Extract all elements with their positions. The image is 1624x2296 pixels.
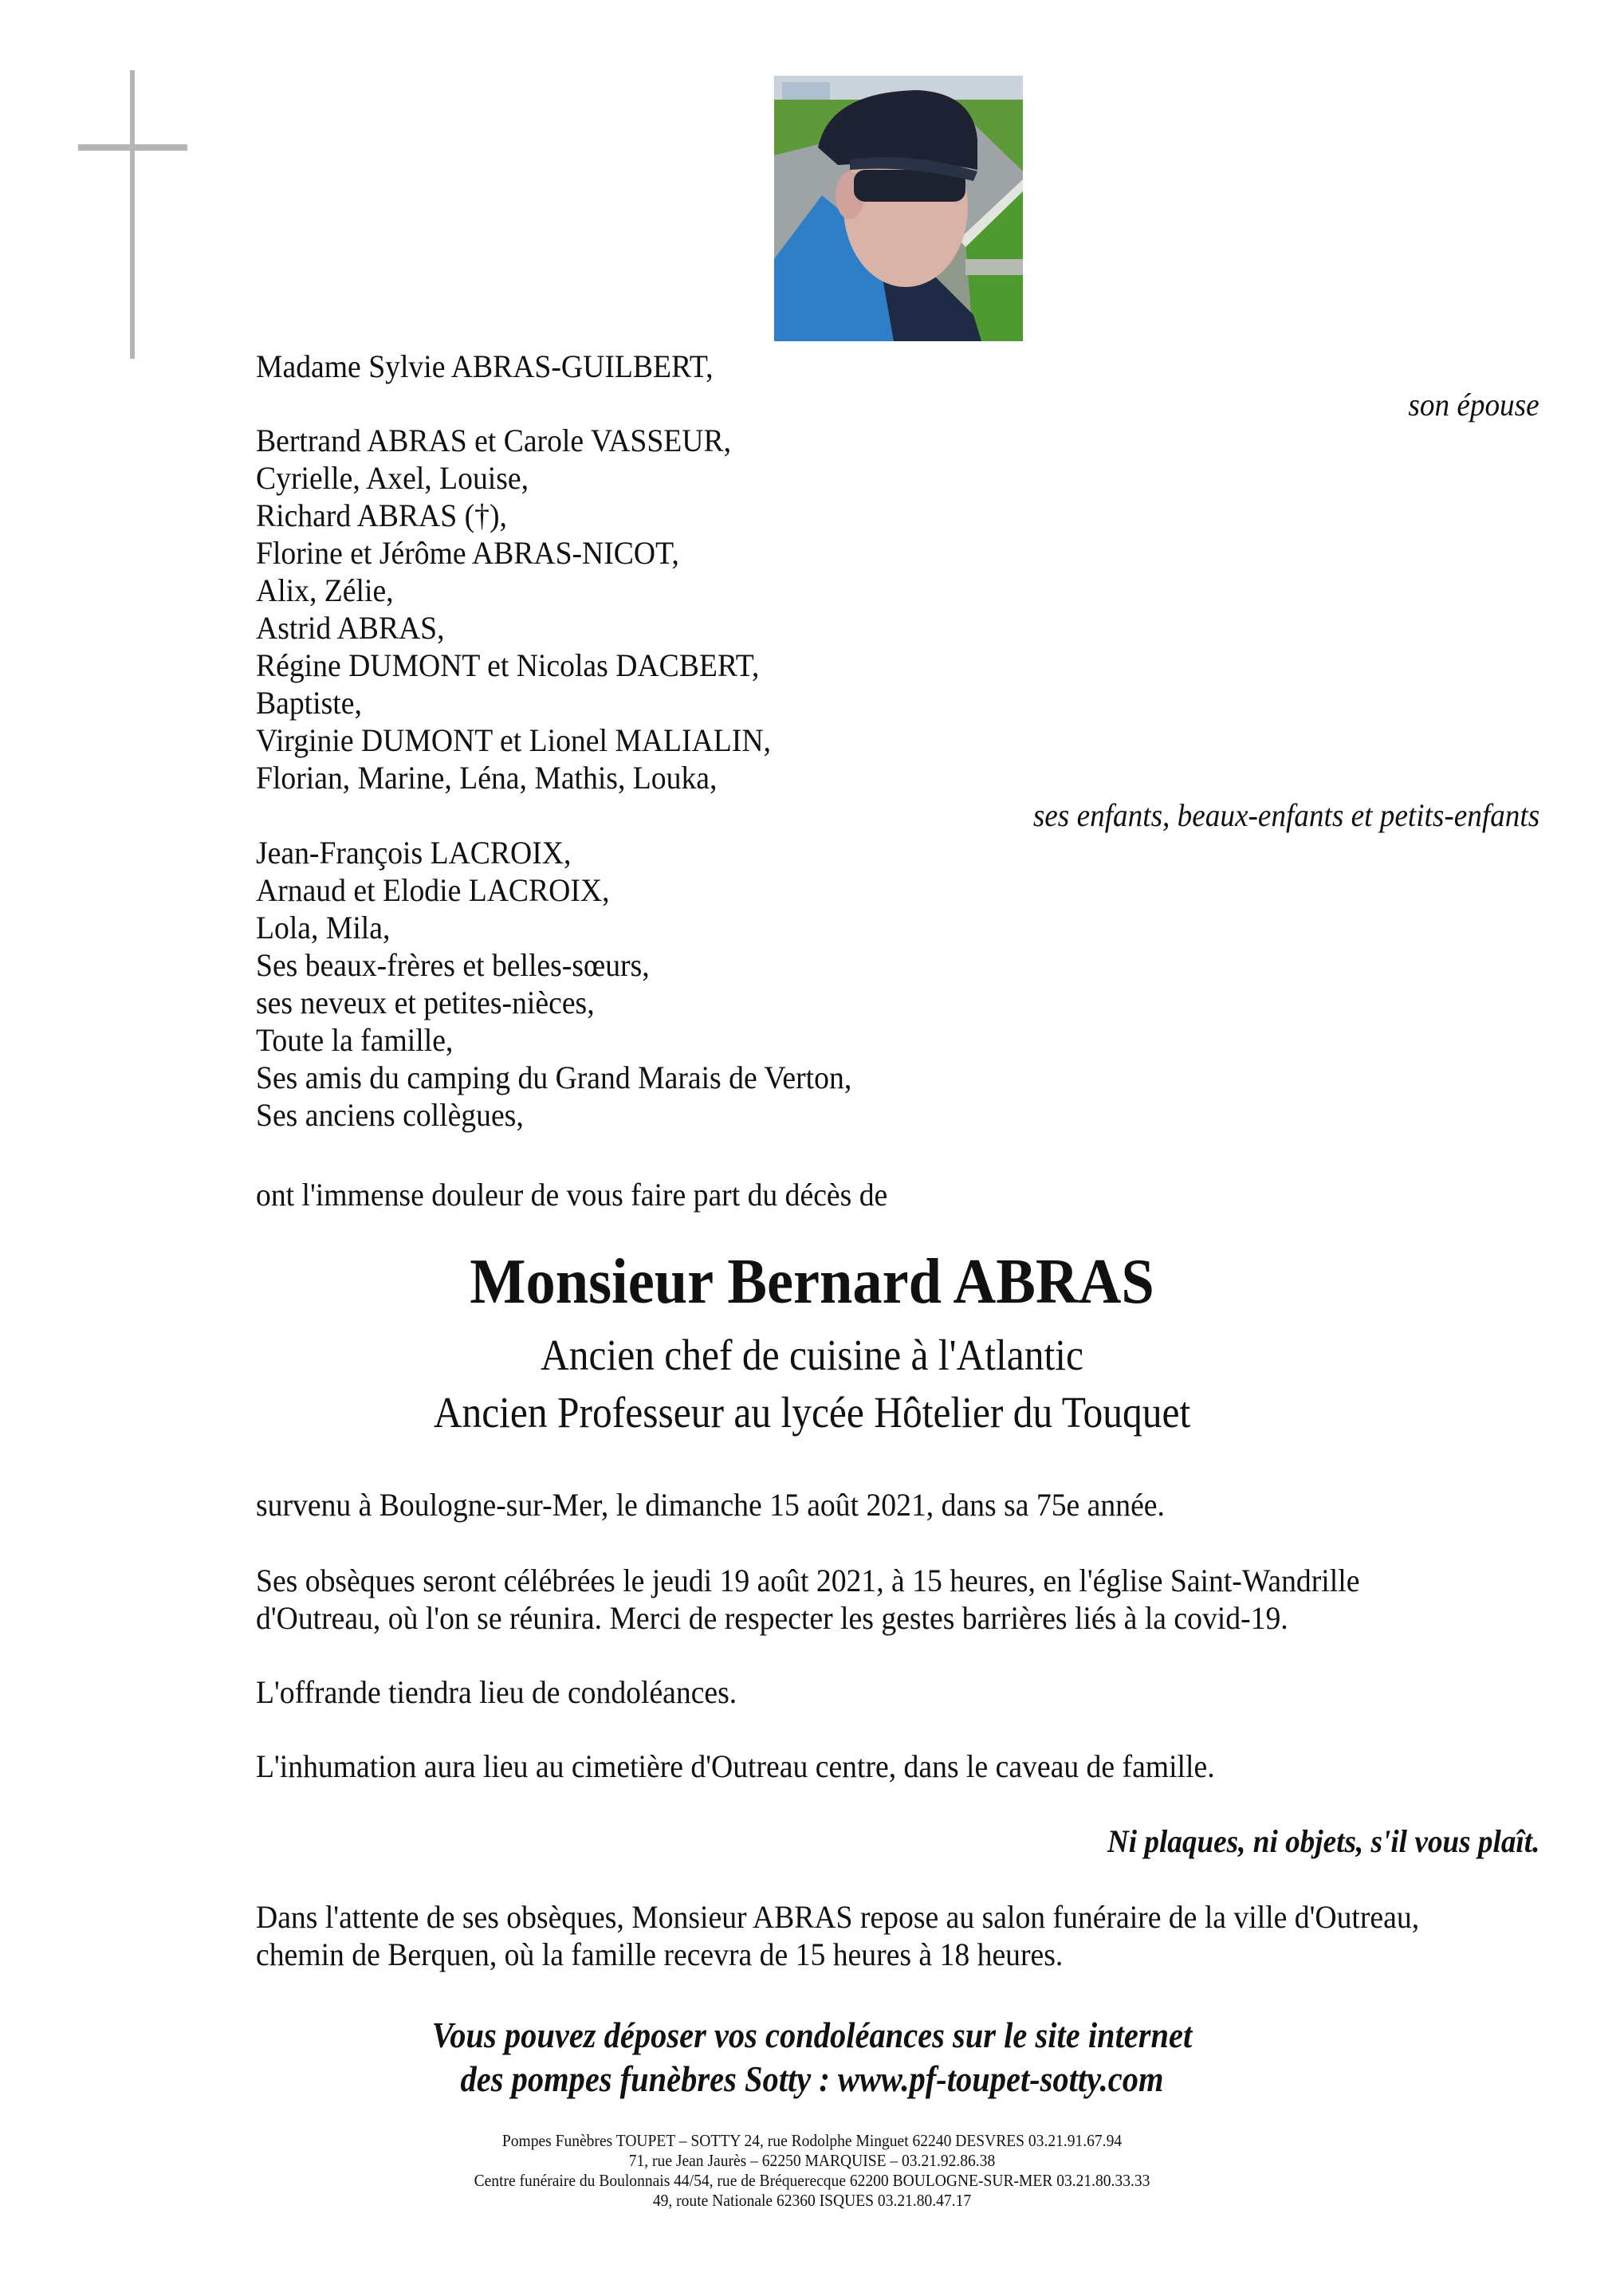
portrait-photo	[774, 76, 1023, 341]
family-line: Cyrielle, Axel, Louise,	[256, 460, 529, 496]
family-line: Florian, Marine, Léna, Mathis, Louka,	[256, 760, 718, 796]
wake-details-1: Dans l'attente de ses obsèques, Monsieur ABRAS repose au salon funéraire de la ville d'Outreau,	[256, 1899, 1420, 1935]
family-line: Ses amis du camping du Grand Marais de Verton,	[256, 1060, 852, 1095]
burial-details: L'inhumation aura lieu au cimetière d'Outreau centre, dans le caveau de famille.	[256, 1748, 1215, 1784]
cross-horizontal-bar	[78, 144, 187, 151]
family-line: Ses beaux-frères et belles-sœurs,	[256, 947, 650, 983]
family-line: Baptiste,	[256, 685, 362, 721]
deceased-name: Monsieur Bernard ABRAS	[470, 1247, 1154, 1317]
death-details: survenu à Boulogne-sur-Mer, le dimanche 15 août 2021, dans sa 75e année.	[256, 1487, 1165, 1523]
family-line: Richard ABRAS (†),	[256, 497, 507, 533]
offering-note: L'offrande tiendra lieu de condoléances.	[256, 1674, 737, 1710]
family-line: Toute la famille,	[256, 1022, 454, 1058]
family-line: Ses anciens collègues,	[256, 1097, 524, 1133]
family-line: Alix, Zélie,	[256, 572, 394, 608]
cross-vertical-bar	[130, 70, 135, 359]
funeral-details-2: d'Outreau, où l'on se réunira. Merci de respecter les gestes barrières liés à la covid-19.	[256, 1600, 1288, 1636]
no-flowers-note: Ni plaques, ni objets, s'il vous plaît.	[1107, 1823, 1539, 1859]
deceased-title-2: Ancien Professeur au lycée Hôtelier du Touquet	[433, 1388, 1191, 1437]
family-line: Florine et Jérôme ABRAS-NICOT,	[256, 535, 679, 571]
condolences-line-1: Vous pouvez déposer vos condoléances sur le site internet	[431, 2015, 1193, 2055]
family-line: Virginie DUMONT et Lionel MALIALIN,	[256, 722, 771, 758]
footer-line: 49, route Nationale 62360 ISQUES 03.21.80.47.17	[652, 2191, 972, 2210]
announcement-text: ont l'immense douleur de vous faire part du décès de	[256, 1177, 888, 1213]
spouse-name: Madame Sylvie ABRAS-GUILBERT,	[256, 348, 714, 384]
children-label: ses enfants, beaux-enfants et petits-enfants	[1032, 797, 1539, 833]
portrait-photo-illustration	[774, 76, 1023, 341]
footer-line: Pompes Funèbres TOUPET – SOTTY 24, rue Rodolphe Minguet 62240 DESVRES 03.21.91.67.94	[501, 2131, 1123, 2150]
family-line: Jean-François LACROIX,	[256, 835, 572, 871]
deceased-title-1: Ancien chef de cuisine à l'Atlantic	[540, 1331, 1084, 1379]
funeral-details-1: Ses obsèques seront célébrées le jeudi 19 août 2021, à 15 heures, en l'église Saint-Wandrille	[256, 1563, 1360, 1598]
family-line: Bertrand ABRAS et Carole VASSEUR,	[256, 423, 732, 458]
spouse-label: son épouse	[1408, 387, 1539, 423]
family-line: Lola, Mila,	[256, 910, 391, 946]
footer-line: 71, rue Jean Jaurès – 62250 MARQUISE – 03.21.92.86.38	[628, 2151, 996, 2170]
family-line: Arnaud et Elodie LACROIX,	[256, 872, 610, 908]
wake-details-2: chemin de Berquen, où la famille recevra de 15 heures à 18 heures.	[256, 1936, 1064, 1972]
condolences-website[interactable]: des pompes funèbres Sotty : www.pf-toupet-sotty.com	[460, 2058, 1164, 2099]
footer-line: Centre funéraire du Boulonnais 44/54, rue de Bréquerecque 62200 BOULOGNE-SUR-MER 03.21.80.33.33	[474, 2171, 1150, 2190]
family-line: Astrid ABRAS,	[256, 610, 445, 646]
family-line: ses neveux et petites-nièces,	[256, 985, 595, 1020]
family-line: Régine DUMONT et Nicolas DACBERT,	[256, 647, 760, 683]
